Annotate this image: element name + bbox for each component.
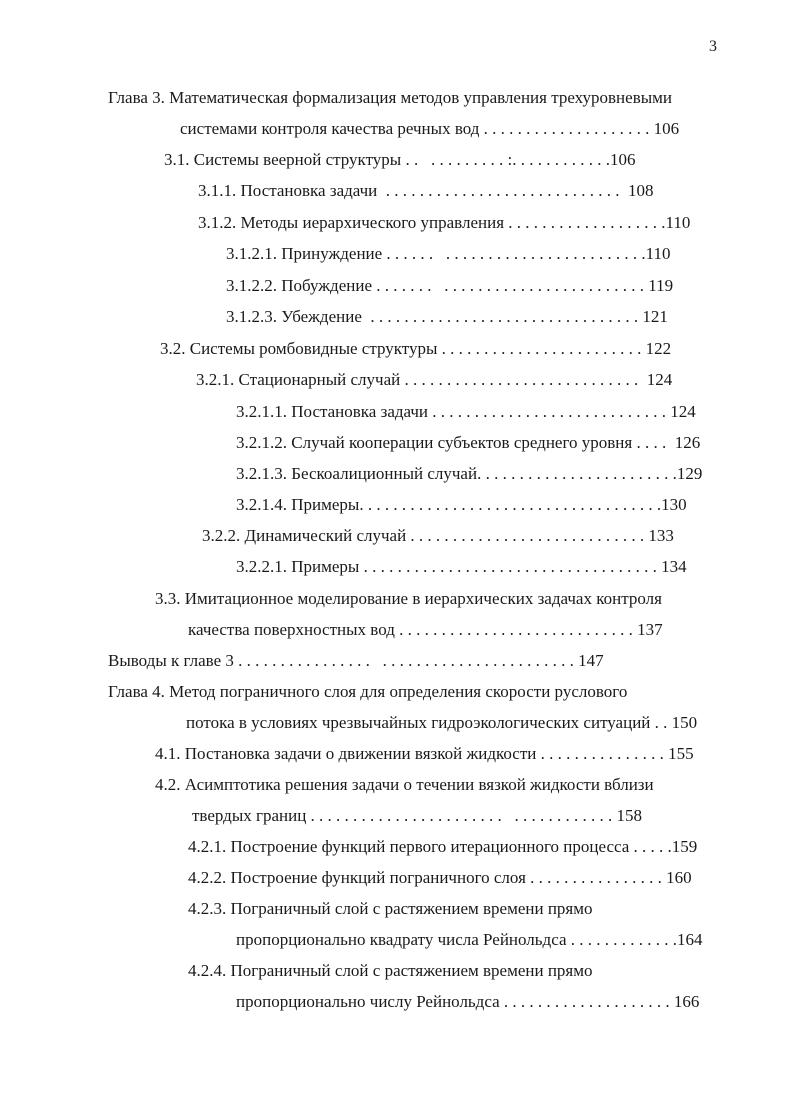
- toc-subsection-3-1-2: 3.1.2. Методы иерархического управления . . . . . . . . . . . . . . . . . . .110: [198, 213, 691, 232]
- toc-item-3-1-2-3: 3.1.2.3. Убеждение . . . . . . . . . . . . . . . . . . . . . . . . . . . . . . . . 121: [226, 307, 668, 326]
- toc-conclusions-chapter-3: Выводы к главе 3 . . . . . . . . . . . . . . . . . . . . . . . . . . . . . . . . . . . . . . . 147: [108, 651, 604, 670]
- toc-subsection-4-2-3-cont: пропорционально квадрату числа Рейнольдса . . . . . . . . . . . . .164: [236, 930, 703, 949]
- toc-section-3-2: 3.2. Системы ромбовидные структуры . . . . . . . . . . . . . . . . . . . . . . . . 122: [160, 339, 672, 358]
- toc-section-3-3-cont: качества поверхностных вод . . . . . . . . . . . . . . . . . . . . . . . . . . . . 137: [188, 620, 663, 639]
- toc-section-4-2: 4.2. Асимптотика решения задачи о течении вязкой жидкости вблизи: [155, 775, 654, 794]
- toc-subsection-4-2-4: 4.2.4. Пограничный слой с растяжением времени прямо: [188, 961, 593, 980]
- toc-item-3-1-2-1: 3.1.2.1. Принуждение . . . . . . . . . . . . . . . . . . . . . . . . . . . . . .110: [226, 244, 671, 263]
- toc-section-3-1: 3.1. Системы веерной структуры . . . . . . . . . . . :. . . . . . . . . . . .106: [164, 150, 636, 169]
- toc-chapter-3-title-cont: системами контроля качества речных вод . . . . . . . . . . . . . . . . . . . . 106: [180, 119, 680, 138]
- toc-subsection-4-2-4-cont: пропорционально числу Рейнольдса . . . . . . . . . . . . . . . . . . . . 166: [236, 992, 700, 1011]
- toc-section-3-3: 3.3. Имитационное моделирование в иерархических задачах контроля: [155, 589, 662, 608]
- toc-item-3-1-2-2: 3.1.2.2. Побуждение . . . . . . . . . . . . . . . . . . . . . . . . . . . . . . . 119: [226, 276, 674, 295]
- toc-subsection-4-2-1: 4.2.1. Построение функций первого итерационного процесса . . . . .159: [188, 837, 698, 856]
- toc-item-3-2-1-3: 3.2.1.3. Бескоалиционный случай. . . . . . . . . . . . . . . . . . . . . . . .129: [236, 464, 703, 483]
- toc-item-3-2-1-2: 3.2.1.2. Случай кооперации субъектов среднего уровня . . . . 126: [236, 433, 701, 452]
- toc-section-4-1: 4.1. Постановка задачи о движении вязкой жидкости . . . . . . . . . . . . . . . 155: [155, 744, 694, 763]
- toc-subsection-4-2-3: 4.2.3. Пограничный слой с растяжением времени прямо: [188, 899, 593, 918]
- toc-item-3-2-2-1: 3.2.2.1. Примеры . . . . . . . . . . . . . . . . . . . . . . . . . . . . . . . . . . . 134: [236, 557, 687, 576]
- toc-subsection-3-1-1: 3.1.1. Постановка задачи . . . . . . . . . . . . . . . . . . . . . . . . . . . . 108: [198, 181, 654, 200]
- toc-chapter-3-title: Глава 3. Математическая формализация методов управления трехуровневыми: [108, 88, 672, 107]
- page-number: 3: [709, 38, 717, 55]
- toc-item-3-2-1-4: 3.2.1.4. Примеры. . . . . . . . . . . . . . . . . . . . . . . . . . . . . . . . . . . .130: [236, 495, 687, 514]
- toc-subsection-3-2-1: 3.2.1. Стационарный случай . . . . . . . . . . . . . . . . . . . . . . . . . . . . 124: [196, 370, 673, 389]
- toc-subsection-4-2-2: 4.2.2. Построение функций пограничного слоя . . . . . . . . . . . . . . . . 160: [188, 868, 692, 887]
- toc-chapter-4-title: Глава 4. Метод пограничного слоя для определения скорости руслового: [108, 682, 628, 701]
- toc-item-3-2-1-1: 3.2.1.1. Постановка задачи . . . . . . . . . . . . . . . . . . . . . . . . . . . . 124: [236, 402, 696, 421]
- toc-section-4-2-cont: твердых границ . . . . . . . . . . . . . . . . . . . . . . . . . . . . . . . . . . . 158: [192, 806, 643, 825]
- toc-chapter-4-title-cont: потока в условиях чрезвычайных гидроэкологических ситуаций . . 150: [186, 713, 698, 732]
- toc-subsection-3-2-2: 3.2.2. Динамический случай . . . . . . . . . . . . . . . . . . . . . . . . . . . . 133: [202, 526, 674, 545]
